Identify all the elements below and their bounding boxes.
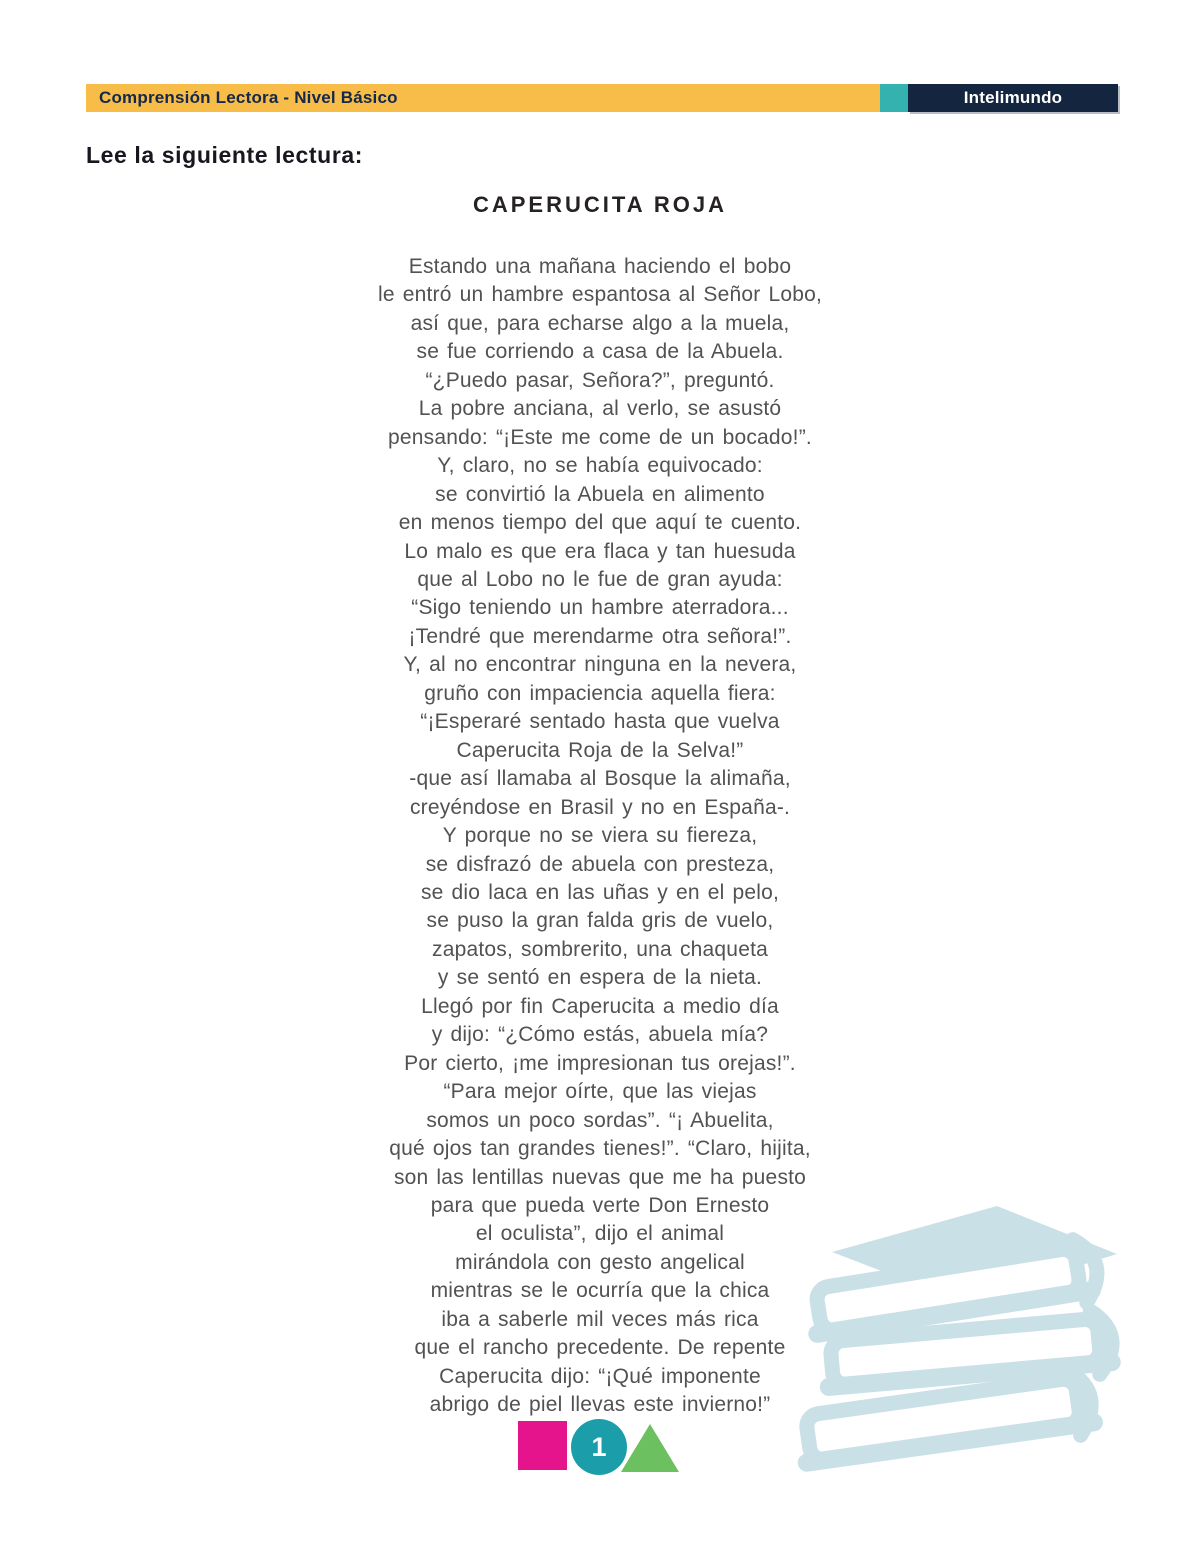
poem-line: Y, al no encontrar ninguna en la nevera,	[403, 653, 797, 677]
poem-line: Caperucita Roja de la Selva!”	[456, 738, 744, 762]
poem-line: y se sentó en espera de la nieta.	[437, 966, 763, 990]
poem-line: Llegó por fin Caperucita a medio día	[421, 994, 779, 1018]
story-title: CAPERUCITA ROJA	[472, 192, 727, 217]
poem-body	[0, 253, 1200, 1420]
poem-line: -que así llamaba al Bosque la alimaña,	[409, 767, 791, 791]
header-course-strip	[86, 84, 880, 112]
poem-line: se convirtió la Abuela en alimento	[435, 482, 765, 506]
course-label: Comprensión Lectora - Nivel Básico	[99, 88, 398, 107]
header-bar	[86, 84, 1118, 112]
brand-name: Intelimundo	[963, 88, 1063, 107]
poem-line: mientras se le ocurría que la chica	[430, 1279, 770, 1303]
poem-line: “Sigo teniendo un hambre aterradora...	[411, 596, 789, 620]
poem-line: que el rancho precedente. De repente	[414, 1336, 786, 1360]
poem-line: Y, claro, no se había equivocado:	[437, 454, 763, 478]
poem-line: se puso la gran falda gris de vuelo,	[426, 909, 774, 933]
poem-line: qué ojos tan grandes tienes!”. “Claro, hijita,	[389, 1137, 811, 1161]
poem-line: Y porque no se viera su fiereza,	[442, 824, 758, 848]
poem-line: Caperucita dijo: “¡Qué imponente	[439, 1364, 761, 1388]
footer-triangle-shape	[621, 1424, 679, 1472]
instruction-heading: Lee la siguiente lectura:	[86, 142, 364, 168]
poem-line: en menos tiempo del que aquí te cuento.	[398, 511, 802, 535]
poem-line: así que, para echarse algo a la muela,	[410, 311, 790, 335]
poem-line: se dio laca en las uñas y en el pelo,	[420, 880, 780, 904]
poem-line: La pobre anciana, al verlo, se asustó	[418, 397, 782, 421]
poem-line: gruño con impaciencia aquella fiera:	[424, 681, 776, 705]
poem-line: creyéndose en Brasil y no en España-.	[409, 795, 791, 819]
page-number: 1	[591, 1431, 607, 1462]
poem-line: se disfrazó de abuela con presteza,	[425, 852, 775, 876]
page-number-badge	[571, 1419, 627, 1475]
poem-line: mirándola con gesto angelical	[455, 1250, 745, 1274]
poem-line: abrigo de piel llevas este invierno!”	[429, 1393, 771, 1417]
poem-line: zapatos, sombrerito, una chaqueta	[432, 937, 768, 961]
poem-line: Por cierto, ¡me impresionan tus orejas!”.	[404, 1051, 796, 1075]
poem-line: Estando una mañana haciendo el bobo	[408, 255, 792, 278]
poem-line: para que pueda verte Don Ernesto	[430, 1193, 770, 1217]
poem-line: “¿Puedo pasar, Señora?”, preguntó.	[425, 368, 775, 392]
poem-line: ¡Tendré que merendarme otra señora!”.	[408, 624, 792, 648]
poem-line: el oculista”, dijo el animal	[475, 1222, 725, 1246]
poem-line: “Para mejor oírte, que las viejas	[443, 1080, 757, 1104]
poem-line: pensando: “¡Este me come de un bocado!”.	[388, 425, 812, 449]
footer-square-shape	[518, 1421, 567, 1470]
poem-line: le entró un hambre espantosa al Señor Lobo,	[377, 283, 823, 307]
header-accent-block	[880, 84, 908, 112]
poem-line: Lo malo es que era flaca y tan huesuda	[404, 539, 796, 563]
poem-line: y dijo: “¿Cómo estás, abuela mía?	[431, 1023, 769, 1047]
poem-line: se fue corriendo a casa de la Abuela.	[416, 340, 784, 364]
poem-line: son las lentillas nuevas que me ha puesto	[393, 1165, 807, 1189]
brand-badge	[908, 84, 1118, 112]
poem-line: somos un poco sordas”. “¡ Abuelita,	[426, 1108, 774, 1132]
poem-line: iba a saberle mil veces más rica	[441, 1307, 759, 1331]
poem-line: “¡Esperaré sentado hasta que vuelva	[420, 710, 780, 734]
poem-line: que al Lobo no le fue de gran ayuda:	[417, 567, 783, 591]
